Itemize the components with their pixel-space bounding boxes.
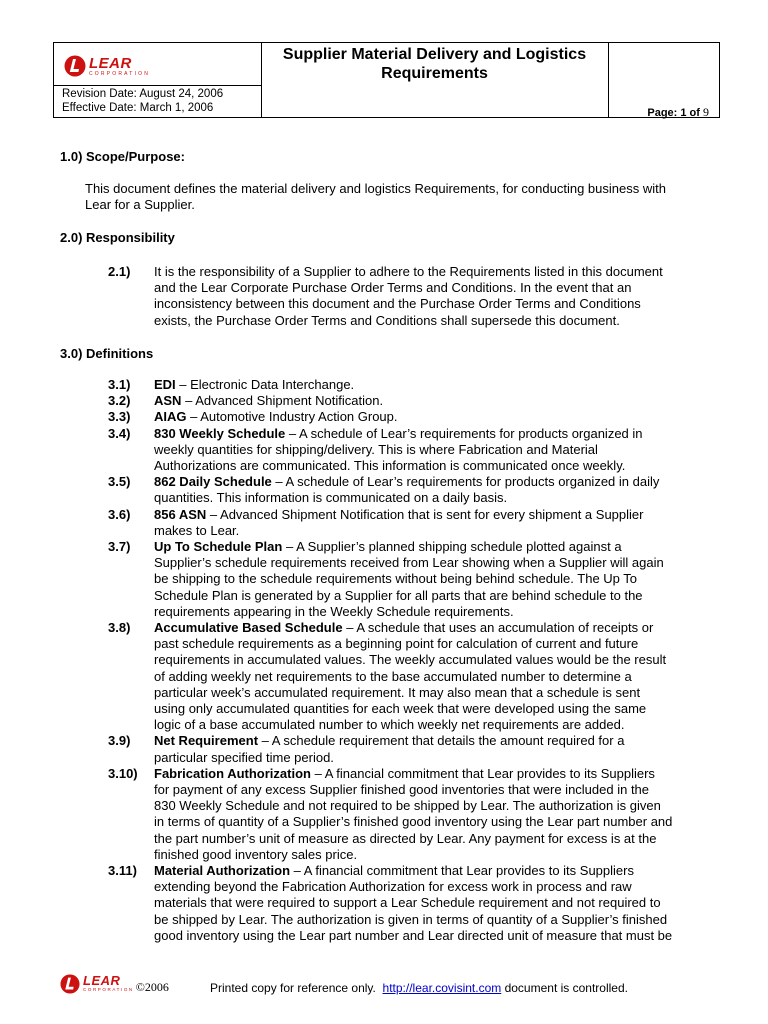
section-heading: 3.0) Definitions (60, 346, 154, 361)
document-header (53, 42, 720, 118)
footer-note: Printed copy for reference only. http://lear.covisint.com document is controlled. (210, 981, 628, 995)
definition-number: 3.3) (108, 409, 131, 425)
lear-logo (64, 51, 150, 81)
definition-item (108, 426, 720, 475)
definition-text: – A schedule of Lear’s requirements for products organized in (285, 425, 643, 441)
definition-text: of adding weekly net requirements to the base accumulated number to determine a (154, 668, 632, 684)
definition-text: – Advanced Shipment Notification that is sent for every shipment a Supplier (206, 506, 644, 522)
definition-text: be shipped by Lear. The authorization is given in terms of quantity of a Supplier’s finished (154, 911, 668, 927)
definition-text: – Automotive Industry Action Group. (186, 409, 398, 425)
definition-item (108, 620, 720, 733)
definition-text: makes to Lear. (154, 522, 240, 538)
header-divider (54, 85, 261, 86)
definition-term: 862 Daily Schedule (154, 474, 272, 490)
definition-text: requirements appearing in the Weekly Schedule requirements. (154, 603, 514, 619)
lear-logo-icon (64, 55, 86, 77)
definition-number: 3.6) (108, 506, 131, 522)
definition-text: – A financial commitment that Lear provides to its Suppliers (310, 765, 655, 781)
footer-logo: LEAR CORPORATION ©2006 (60, 972, 169, 995)
definition-term: Up To Schedule Plan (154, 539, 283, 554)
logo-wordmark: LEAR (89, 54, 132, 72)
definition-number: 3.5) (108, 474, 131, 490)
document-title: Supplier Material Delivery and Logistics Requirements (282, 46, 587, 82)
copyright: ©2006 (135, 980, 169, 994)
section-paragraph: This document defines the material delivery and logistics Requirements, for conducting business with Lear for a Supplier. (85, 181, 666, 213)
definition-item (108, 766, 720, 863)
definition-item (108, 507, 720, 539)
definition-term: ASN (154, 393, 182, 409)
header-divider (608, 43, 609, 117)
definition-text: be shipping to the schedule requirements without being behind schedule. The Up To (154, 571, 638, 587)
page-footer (60, 972, 720, 1002)
definition-text: finished good inventory sales price. (154, 846, 358, 862)
definition-text: – A Supplier’s planned shipping schedule plotted against a (282, 539, 622, 554)
definition-text: logic of a base accumulated number to which weekly net requirements are added. (154, 717, 625, 733)
responsibility-item: 2.1) It is the responsibility of a Supplier to adhere to the Requirements listed in this document and the Lear Corporate Purchase Order Terms and Conditions. In the event that an inconsistency between this document and the Purchase Order Terms and Conditions exists, the Purchase Order Terms and Conditions shall supersede this document. (108, 264, 663, 328)
definition-number: 3.11) (108, 863, 137, 878)
definition-text: particular specified time period. (154, 749, 334, 765)
definition-text: particular week’s accumulated requirement. It may also mean that a schedule is sent (154, 684, 641, 700)
definition-item (108, 474, 720, 506)
definition-item (108, 733, 720, 765)
definition-term: Net Requirement (154, 733, 259, 749)
definition-text: extending beyond the Fabrication Authorization for excess work in process and raw (154, 879, 632, 895)
definition-text: in terms of quantity of a Supplier’s finished good inventory using the Lear part number and (154, 814, 673, 830)
definition-text: requirements in accumulated values. The weekly accumulated values would be the result (154, 652, 667, 668)
page-number: Page: 1 of 9 (647, 105, 709, 119)
definition-term: AIAG (154, 409, 187, 425)
section-heading: 1.0) Scope/Purpose: (60, 149, 185, 164)
definition-number: 3.10) (108, 765, 138, 781)
definition-number: 3.4) (108, 425, 131, 441)
document-dates (62, 87, 223, 115)
definition-text: – Advanced Shipment Notification. (181, 393, 384, 409)
definition-text: – A schedule of Lear’s requirements for products organized in daily (271, 474, 660, 490)
definition-term: Fabrication Authorization (154, 765, 311, 781)
definition-text: for payment of any excess Supplier finished good inventories that were included in the (154, 782, 650, 797)
definition-item (108, 393, 720, 409)
definition-text: using only accumulated quantities for each week that were developed using the same (154, 701, 647, 717)
lear-logo-icon (60, 974, 80, 994)
definition-item (108, 539, 720, 620)
definition-number: 3.8) (108, 620, 131, 635)
section-heading: 2.0) Responsibility (60, 230, 175, 245)
definition-term: Accumulative Based Schedule (154, 620, 343, 635)
definition-text: the part number’s unit of measure as directed by Lear. Any payment for excess is at the (154, 830, 657, 846)
definition-text: 830 Weekly Schedule and not required to be shipped by Lear. The authorization is given (154, 798, 661, 814)
definition-item (108, 863, 720, 944)
definition-number: 3.1) (108, 377, 131, 392)
definition-text: Supplier’s schedule requirements received from Lear showing when a Supplier will again (154, 555, 664, 571)
definition-number: 3.7) (108, 539, 131, 554)
definition-text: weekly quantities for shipping/delivery. This is where Fabrication and Material (154, 441, 598, 457)
definition-text: – A schedule requirement that details the amount required for a (258, 733, 625, 749)
revision-date: Revision Date: August 24, 2006 (62, 88, 224, 100)
definition-term: 830 Weekly Schedule (154, 425, 286, 441)
effective-date: Effective Date: March 1, 2006 (62, 102, 214, 114)
definition-item (108, 409, 720, 425)
definition-text: materials that were required to support a Lear Schedule requirement and not required to (154, 895, 661, 911)
definition-number: 3.2) (108, 393, 131, 409)
definition-text: Authorizations are communicated. This information is communicated once weekly. (154, 458, 626, 473)
definition-text: good inventory using the Lear part number and Lear directed unit of measure that must be (154, 927, 673, 943)
definition-text: – A financial commitment that Lear provides to its Suppliers (290, 863, 634, 878)
definition-term: Material Authorization (154, 863, 291, 878)
definition-text: past schedule requirements as a beginning point for calculation of current and future (154, 636, 639, 652)
definition-text: quantities. This information is communicated on a daily basis. (154, 490, 508, 506)
definition-text: – Electronic Data Interchange. (175, 377, 355, 392)
logo-subtitle: CORPORATION (89, 70, 151, 77)
definition-number: 3.9) (108, 733, 131, 749)
covisint-link[interactable]: http://lear.covisint.com (382, 981, 502, 995)
definition-term: EDI (154, 377, 176, 392)
definition-term: 856 ASN (154, 506, 207, 522)
definition-text: Schedule Plan is generated by a Supplier for all parts that are behind schedule to the (154, 587, 643, 603)
definition-text: – A schedule that uses an accumulation of receipts or (342, 620, 654, 635)
definition-item (108, 377, 720, 393)
